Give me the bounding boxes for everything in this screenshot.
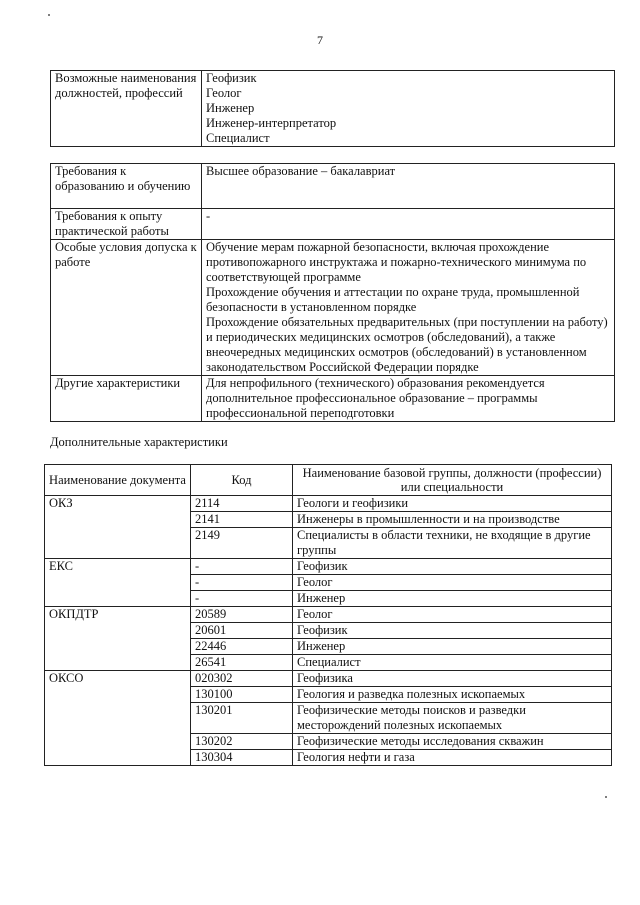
requirement-label: Особые условия допуска к работе: [51, 240, 202, 376]
code-cell: -: [191, 575, 293, 591]
table-header-row: [45, 465, 612, 496]
position-item: Инженер-интерпретатор: [206, 116, 337, 130]
code-cell: 20589: [191, 607, 293, 623]
header-name: Наименование базовой группы, должности (профессии) или специальности: [293, 465, 612, 496]
code-cell: -: [191, 591, 293, 607]
code-cell: 2149: [191, 528, 293, 559]
table-row: [45, 607, 612, 623]
header-code: Код: [191, 465, 293, 496]
requirement-line: Обучение мерам пожарной безопасности, включая прохождение противопожарного инструктажа и пожарно-технического минимума по соответствующей программе: [206, 240, 587, 284]
group-name-cell: Специалисты в области техники, не входящие в другие группы: [293, 528, 612, 559]
table-row: [51, 71, 615, 147]
document-name: ОКПДТР: [45, 607, 191, 671]
code-cell: 130202: [191, 734, 293, 750]
table-row: [51, 209, 615, 240]
requirement-value: [202, 240, 615, 376]
code-cell: 130304: [191, 750, 293, 766]
positions-values: [202, 71, 615, 147]
document-name: ОКЗ: [45, 496, 191, 559]
code-cell: 2114: [191, 496, 293, 512]
group-name-cell: Геофизические методы исследования скважин: [293, 734, 612, 750]
requirement-line: Высшее образование – бакалавриат: [206, 164, 396, 178]
document-name: ЕКС: [45, 559, 191, 607]
requirement-label: Другие характеристики: [51, 376, 202, 422]
section-title: Дополнительные характеристики: [50, 435, 228, 449]
header-document: Наименование документа: [45, 465, 191, 496]
group-name-cell: Геофизические методы поисков и разведки месторождений полезных ископаемых: [293, 703, 612, 734]
group-name-cell: Геофизика: [293, 671, 612, 687]
code-cell: 130100: [191, 687, 293, 703]
requirement-line: -: [206, 209, 211, 223]
requirement-label: Требования к опыту практической работы: [51, 209, 202, 240]
additional-table-body: [45, 496, 612, 766]
additional-table: [44, 464, 612, 766]
table-row: [51, 240, 615, 376]
code-cell: 020302: [191, 671, 293, 687]
positions-table: [50, 70, 615, 147]
group-name-cell: Геолог: [293, 607, 612, 623]
table-row: [45, 559, 612, 575]
position-item: Геофизик: [206, 71, 257, 85]
page-number: 7: [317, 33, 323, 47]
group-name-cell: Инженер: [293, 591, 612, 607]
requirement-value: [202, 164, 615, 209]
group-name-cell: Инженер: [293, 639, 612, 655]
code-cell: 22446: [191, 639, 293, 655]
group-name-cell: Геология и разведка полезных ископаемых: [293, 687, 612, 703]
code-cell: 130201: [191, 703, 293, 734]
requirement-line: Прохождение обязательных предварительных (при поступлении на работу) и периодических медицинских осмотров (обследований), а также внеочередных медицинских осмотров (обследований) в установленном законодательством Российской Федерации порядке: [206, 315, 608, 374]
requirement-value: [202, 376, 615, 422]
scan-speck: [48, 14, 50, 16]
code-cell: -: [191, 559, 293, 575]
position-item: Инженер: [206, 101, 255, 115]
code-cell: 20601: [191, 623, 293, 639]
group-name-cell: Геофизик: [293, 559, 612, 575]
requirements-table: [50, 163, 615, 422]
table-row: [51, 164, 615, 209]
code-cell: 26541: [191, 655, 293, 671]
position-item: Геолог: [206, 86, 242, 100]
code-cell: 2141: [191, 512, 293, 528]
group-name-cell: Инженеры в промышленности и на производстве: [293, 512, 612, 528]
requirement-line: Для непрофильного (технического) образования рекомендуется дополнительное профессиональное образование – программы профессиональной переподготовки: [206, 376, 545, 420]
group-name-cell: Геофизик: [293, 623, 612, 639]
requirement-value: [202, 209, 615, 240]
group-name-cell: Геолог: [293, 575, 612, 591]
group-name-cell: Геология нефти и газа: [293, 750, 612, 766]
table-row: [45, 496, 612, 512]
position-item: Специалист: [206, 131, 270, 145]
positions-label: Возможные наименования должностей, профессий: [51, 71, 202, 147]
requirement-line: Прохождение обучения и аттестации по охране труда, промышленной безопасности в установленном порядке: [206, 285, 580, 314]
table-row: [45, 671, 612, 687]
group-name-cell: Специалист: [293, 655, 612, 671]
table-row: [51, 376, 615, 422]
scan-speck: [605, 796, 607, 798]
group-name-cell: Геологи и геофизики: [293, 496, 612, 512]
document-name: ОКСО: [45, 671, 191, 766]
requirement-label: Требования к образованию и обучению: [51, 164, 202, 209]
